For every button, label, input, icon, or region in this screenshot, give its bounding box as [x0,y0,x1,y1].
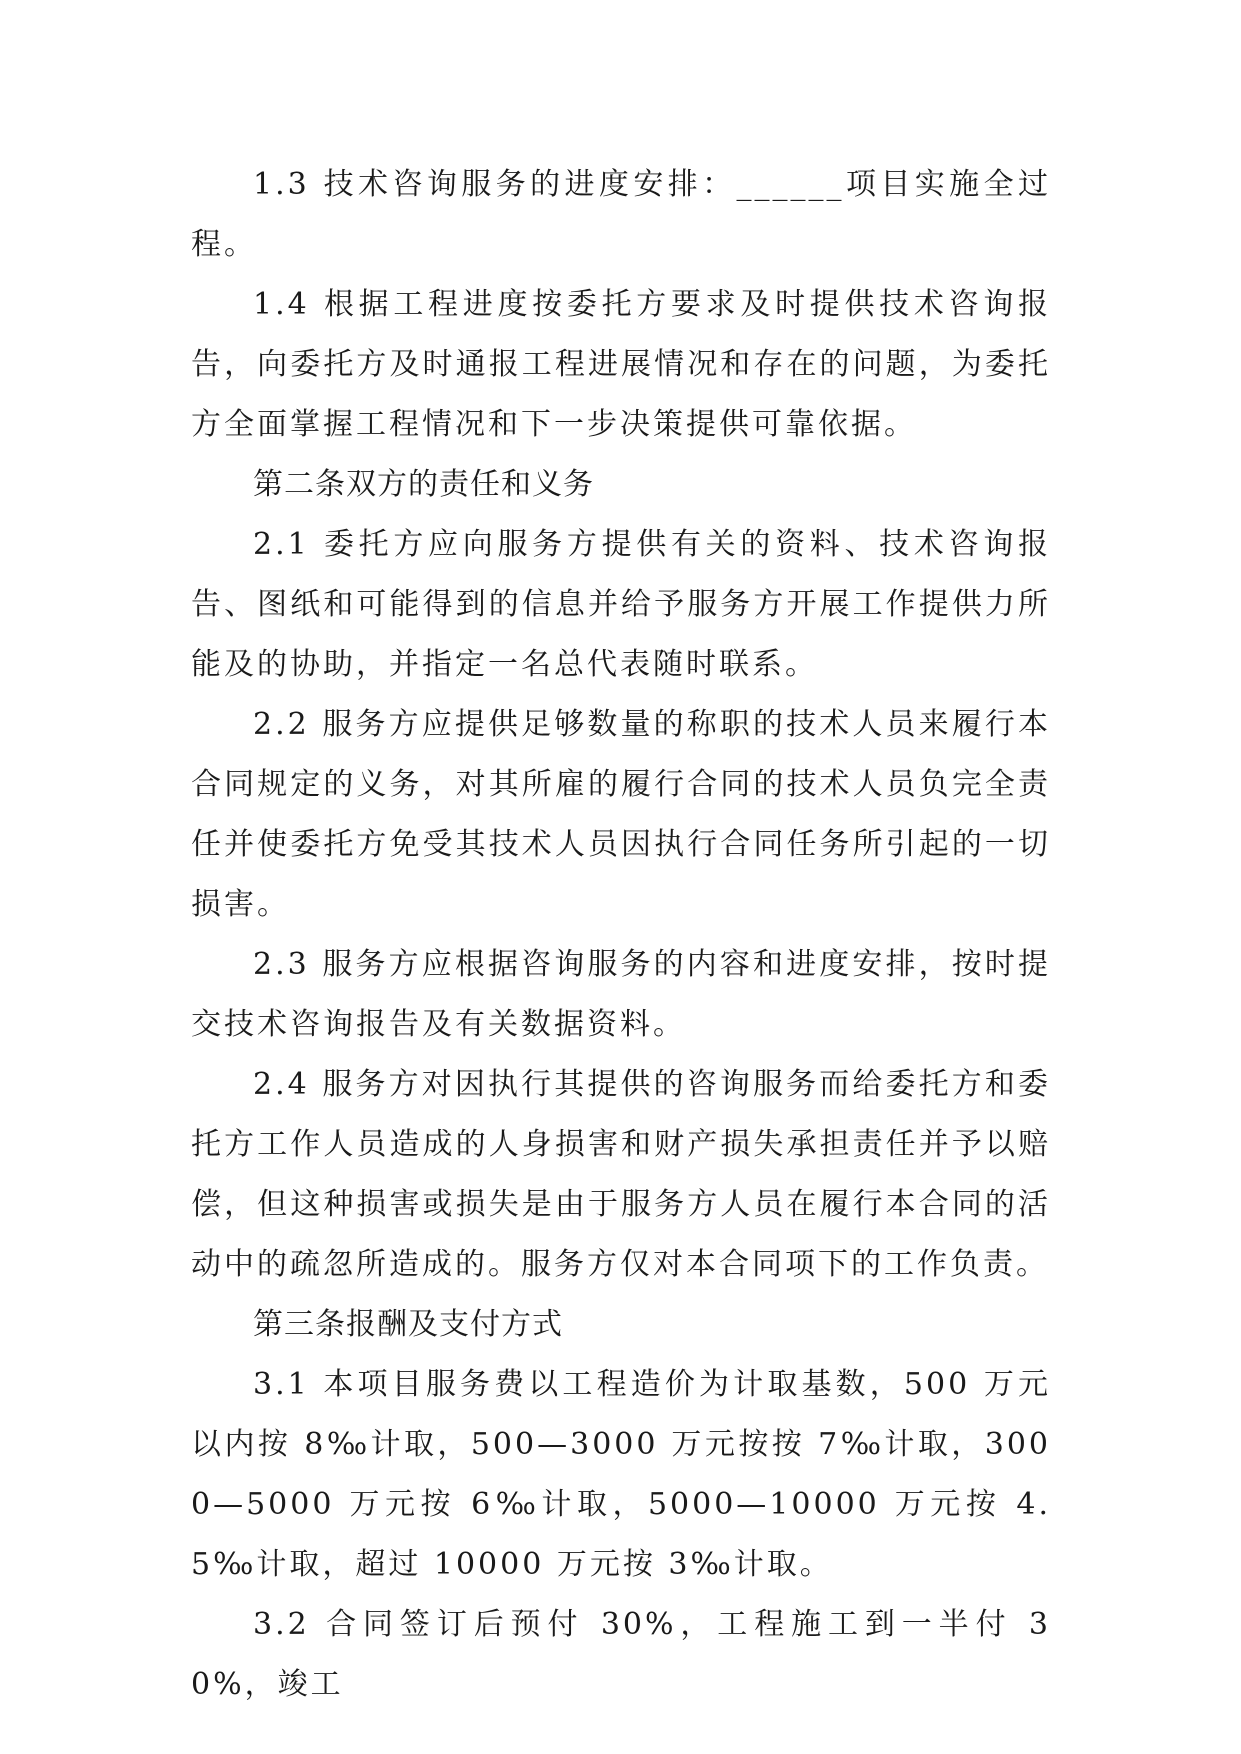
clause-1-3: 1.3 技术咨询服务的进度安排：______项目实施全过程。 [191,167,1051,262]
document-body [191,155,1051,1715]
clause-1-4: 1.4 根据工程进度按委托方要求及时提供技术咨询报告，向委托方及时通报工程进展情况和存在的问题，为委托方全面掌握工程情况和下一步决策提供可靠依据。 [191,287,1051,442]
clause-2-3: 2.3 服务方应根据咨询服务的内容和进度安排，按时提交技术咨询报告及有关数据资料。 [191,947,1051,1042]
clause-2-1: 2.1 委托方应向服务方提供有关的资料、技术咨询报告、图纸和可能得到的信息并给予服务方开展工作提供力所能及的协助，并指定一名总代表随时联系。 [191,527,1051,682]
article-3-heading: 第三条报酬及支付方式 [253,1307,563,1342]
clause-3-2: 3.2 合同签订后预付 30%，工程施工到一半付 30%，竣工 [191,1607,1051,1702]
clause-2-2: 2.2 服务方应提供足够数量的称职的技术人员来履行本合同规定的义务，对其所雇的履行合同的技术人员负完全责任并使委托方免受其技术人员因执行合同任务所引起的一切损害。 [191,707,1051,922]
clause-2-4: 2.4 服务方对因执行其提供的咨询服务而给委托方和委托方工作人员造成的人身损害和财产损失承担责任并予以赔偿，但这种损害或损失是由于服务方人员在履行本合同的活动中的疏忽所造成的。服务方仅对本合同项下的工作负责。 [191,1067,1051,1282]
clause-3-1: 3.1 本项目服务费以工程造价为计取基数，500 万元以内按 8‰计取，500—3000 万元按按 7‰计取，3000—5000 万元按 6‰计取，5000—10000 万元按 4.5‰计取，超过 10000 万元按 3‰计取。 [191,1367,1051,1582]
article-2-heading: 第二条双方的责任和义务 [253,467,594,502]
